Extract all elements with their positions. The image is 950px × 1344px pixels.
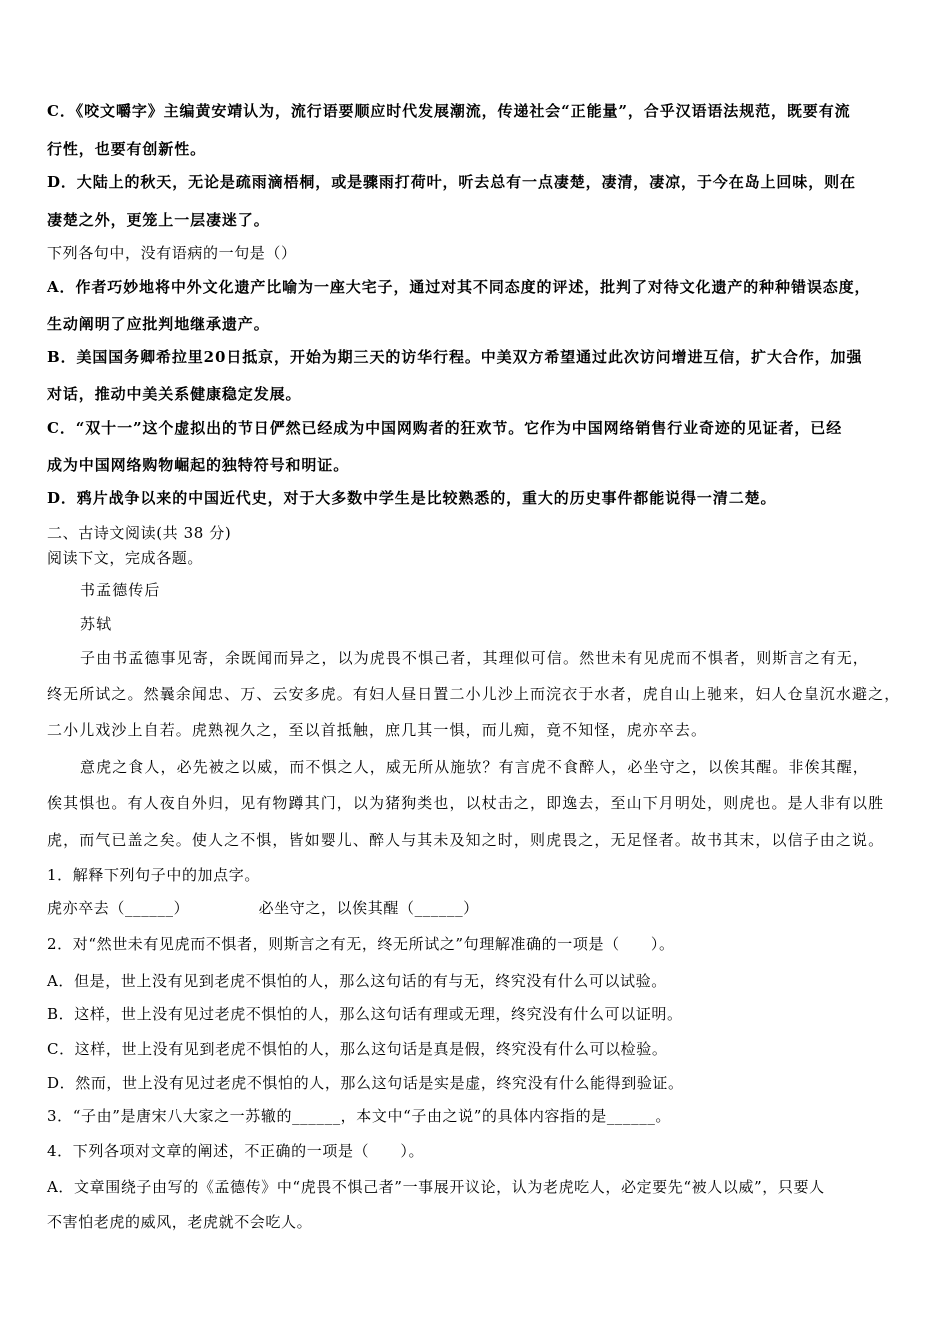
q1-item1[interactable]: 虎亦卒去（______） <box>47 899 190 917</box>
passage-paragraph2-line2: 俟其惧也。有人夜自外归，见有物蹲其门，以为猪狗类也，以杖击之，即逸去，至山下月明处，则虎也。是人非有以胜 <box>47 794 885 812</box>
q2-option-b[interactable]: B．这样，世上没有见过老虎不惧怕的人，那么这句话有理或无理，终究没有什么可以证明。 <box>47 1005 683 1023</box>
option-c-line2: 成为中国网络购物崛起的独特符号和明证。 <box>47 456 350 474</box>
passage-paragraph1-line2: 终无所试之。然曩余闻忠、万、云安多虎。有妇人昼日置二小儿沙上而浣衣于水者，虎自山上驰来，妇人仓皇沉水避之， <box>47 685 901 703</box>
passage-paragraph2-line3: 虎，而气已盖之矣。使人之不惧，皆如婴儿、醉人与其未及知之时，则虎畏之，无足怪者。故书其末，以信子由之说。 <box>47 831 885 849</box>
q2-option-a[interactable]: A．但是，世上没有见到老虎不惧怕的人，那么这句话的有与无，终究没有什么可以试验。 <box>47 972 667 990</box>
option-c-line2: 行性，也要有创新性。 <box>47 140 207 158</box>
option-d-line2: 凄楚之外，更笼上一层凄迷了。 <box>47 211 270 229</box>
option-c-line1: C．“双十一”这个虚拟出的节日俨然已经成为中国网购者的狂欢节。它作为中国网络销售行业奇迹的见证者，已经 <box>47 419 843 437</box>
option-d-line1: D．大陆上的秋天，无论是疏雨滴梧桐，或是骤雨打荷叶，听去总有一点凄楚，凄清，凄凉，于今在岛上回味，则在 <box>47 173 856 191</box>
passage-paragraph1-line1: 子由书孟德事见寄，余既闻而异之，以为虎畏不惧己者，其理似可信。然世未有见虎而不惧者，则斯言之有无， <box>80 649 869 667</box>
q1-items <box>47 898 907 918</box>
passage-author: 苏轼 <box>80 615 113 633</box>
section-heading: 二、古诗文阅读(共 38 分) <box>47 524 232 542</box>
q1-item2[interactable]: 必坐守之，以俟其醒（______） <box>258 899 479 917</box>
question-stem: 下列各句中，没有语病的一句是（） <box>47 244 297 262</box>
q2-option-c[interactable]: C．这样，世上没有见到老虎不惧怕的人，那么这句话是真是假，终究没有什么可以检验。 <box>47 1040 668 1058</box>
option-a-line1: A．作者巧妙地将中外文化遗产比喻为一座大宅子，通过对其不同态度的评述，批判了对待文化遗产的种种错误态度， <box>47 278 871 296</box>
q3-stem: 3．“子由”是唐宋八大家之一苏辙的______，本文中“子由之说”的具体内容指的是______。 <box>47 1107 672 1125</box>
passage-title: 书孟德传后 <box>80 581 161 599</box>
option-d-line1: D．鸦片战争以来的中国近代史，对于大多数中学生是比较熟悉的，重大的历史事件都能说得一清二楚。 <box>47 489 777 507</box>
q2-option-d[interactable]: D．然而，世上没有见过老虎不惧怕的人，那么这句话是实是虚，终究没有什么能得到验证。 <box>47 1074 684 1092</box>
option-b-line1: B．美国国务卿希拉里20日抵京，开始为期三天的访华行程。中美双方希望通过此次访问增进互信，扩大合作，加强 <box>47 348 863 366</box>
option-c-line1: C．《咬文嚼字》主编黄安靖认为，流行语要顺应时代发展潮流，传递社会“正能量”，合乎汉语语法规范，既要有流 <box>47 102 851 120</box>
passage-paragraph1-line3: 二小儿戏沙上自若。虎熟视久之，至以首抵触，庶几其一惧，而儿痴，竟不知怪，虎亦卒去。 <box>47 721 708 739</box>
passage-paragraph2-line1: 意虎之食人，必先被之以威，而不惧之人，威无所从施欤？有言虎不食醉人，必坐守之，以俟其醒。非俟其醒， <box>80 758 869 776</box>
q4-stem: 4．下列各项对文章的阐述，不正确的一项是（ ）。 <box>47 1142 425 1160</box>
q4-option-a-line2: 不害怕老虎的威风，老虎就不会吃人。 <box>47 1213 313 1231</box>
q2-stem: 2．对“然世未有见虎而不惧者，则斯言之有无，终无所试之”句理解准确的一项是（ ）。 <box>47 935 675 953</box>
q1-stem: 1．解释下列句子中的加点字。 <box>47 866 260 884</box>
section-instruction: 阅读下文，完成各题。 <box>47 549 204 567</box>
option-a-line2: 生动阐明了应批判地继承遗产。 <box>47 315 270 333</box>
q4-option-a-line1[interactable]: A．文章围绕子由写的《孟德传》中“虎畏不惧己者”一事展开议论，认为老虎吃人，必定要先“被人以威”，只要人 <box>47 1178 825 1196</box>
option-b-line2: 对话，推动中美关系健康稳定发展。 <box>47 385 302 403</box>
